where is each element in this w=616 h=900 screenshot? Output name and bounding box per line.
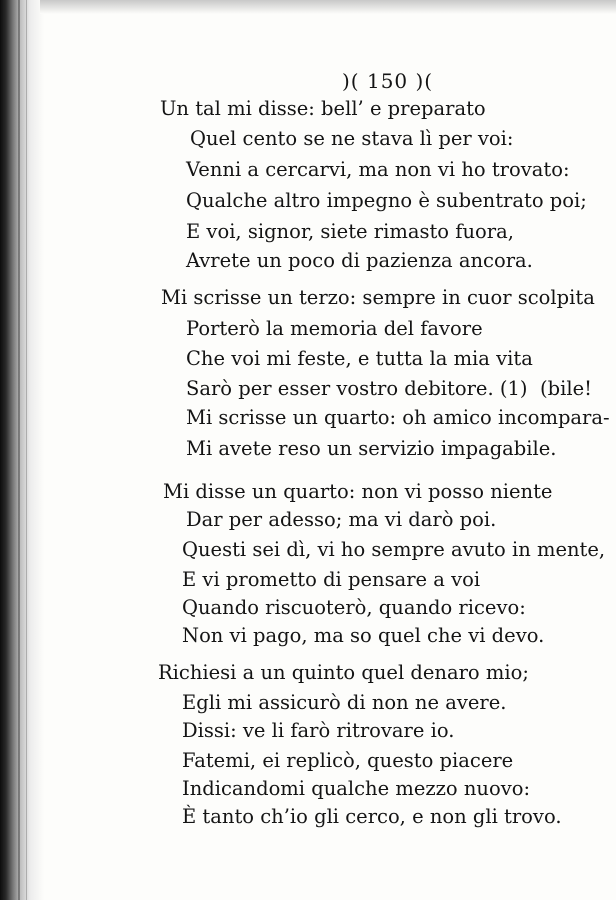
gutter-edge-line bbox=[26, 0, 27, 900]
verse-line: Un tal mi disse: bell’ e preparato bbox=[160, 97, 486, 120]
verse-line: Mi scrisse un quarto: oh amico incompara- bbox=[186, 406, 610, 429]
page-number-header: )( 150 )( bbox=[342, 69, 434, 93]
verse-line: Dissi: ve li farò ritrovare io. bbox=[182, 719, 455, 742]
verse-line: Porterò la memoria del favore bbox=[186, 317, 483, 340]
verse-line: E voi, signor, siete rimasto fuora, bbox=[186, 220, 514, 243]
verse-line: Indicandomi qualche mezzo nuovo: bbox=[182, 777, 531, 800]
verse-line: Avrete un poco di pazienza ancora. bbox=[186, 249, 533, 272]
verse-line: Qualche altro impegno è subentrato poi; bbox=[186, 189, 587, 212]
verse-line: Che voi mi feste, e tutta la mia vita bbox=[186, 347, 533, 370]
book-gutter bbox=[0, 0, 44, 900]
verse-line: Mi avete reso un servizio impagabile. bbox=[186, 437, 557, 460]
turnover-text: (bile! bbox=[540, 377, 592, 400]
verse-line: Dar per adesso; ma vi darò poi. bbox=[186, 508, 497, 531]
verse-line: Quando riscuoterò, quando ricevo: bbox=[182, 596, 526, 619]
verse-line: E vi prometto di pensare a voi bbox=[182, 568, 481, 591]
verse-line: Mi scrisse un terzo: sempre in cuor scolpita bbox=[161, 286, 595, 309]
verse-line: È tanto ch’io gli cerco, e non gli trovo. bbox=[182, 805, 562, 828]
verse-line: Egli mi assicurò di non ne avere. bbox=[182, 691, 507, 714]
verse-line: Fatemi, ei replicò, questo piacere bbox=[182, 749, 514, 772]
verse-line: Mi disse un quarto: non vi posso niente bbox=[163, 480, 553, 503]
verse-line: Richiesi a un quinto quel denaro mio; bbox=[158, 661, 529, 684]
gutter-edge-line bbox=[18, 0, 20, 900]
verse-line: Non vi pago, ma so quel che vi devo. bbox=[182, 624, 545, 647]
verse-line: Quel cento se ne stava lì per voi: bbox=[190, 127, 514, 150]
verse-line: Sarò per esser vostro debitore. (1) bbox=[186, 377, 528, 400]
verse-line: Questi sei dì, vi ho sempre avuto in mente, bbox=[182, 538, 606, 561]
page-top-shadow bbox=[40, 0, 616, 14]
verse-line: Venni a cercarvi, ma non vi ho trovato: bbox=[186, 158, 570, 181]
